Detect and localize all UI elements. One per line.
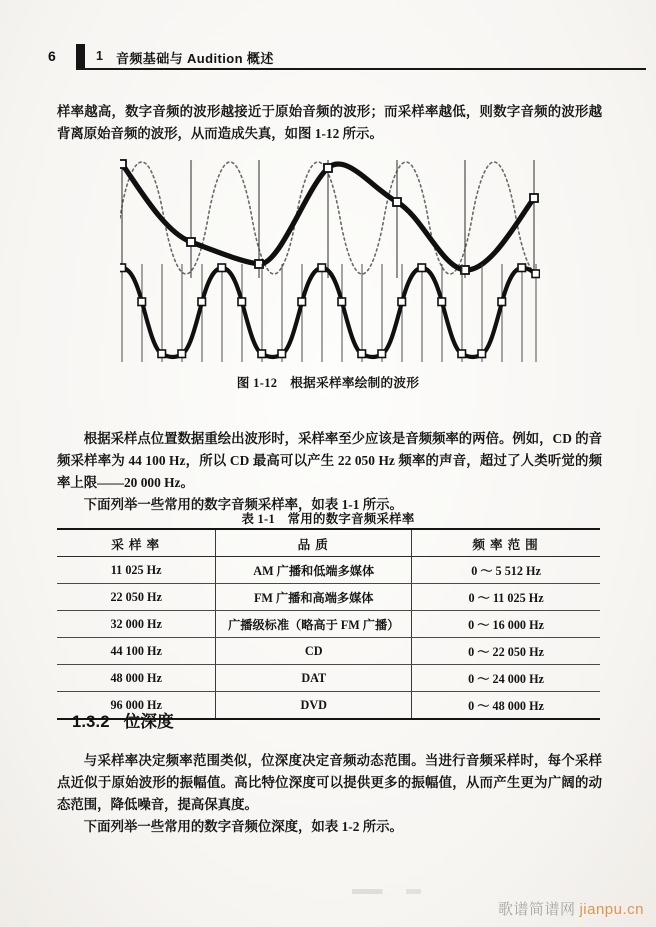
table-row xyxy=(57,584,600,611)
cell-frequency-range: 0 ～ 11 025 Hz xyxy=(412,584,600,611)
chapter-number: 1 xyxy=(96,49,103,63)
cell-quality: CD xyxy=(216,638,412,665)
paragraph-nyquist: 根据采样点位置数据重绘出波形时，采样率至少应该是音频频率的两倍。例如，CD 的音频采样率为 44 100 Hz，所以 CD 最高可以产生 22 050 Hz 频率的声音，超过了人类听觉的频率上限——20 000 Hz。 xyxy=(57,431,602,491)
column-header-frequency-range: 频率范围 xyxy=(412,529,600,557)
table-row xyxy=(57,611,600,638)
table-row xyxy=(57,557,600,584)
cell-frequency-range: 0 ～ 48 000 Hz xyxy=(412,692,600,720)
original-waveform-dotted-top xyxy=(120,162,538,274)
cell-quality: 广播级标准（略高于 FM 广播） xyxy=(216,611,412,638)
figure-caption: 图 1-12 根据采样率绘制的波形 xyxy=(236,376,420,390)
column-header-sample-rate: 采样率 xyxy=(57,529,216,557)
table-row xyxy=(57,665,600,692)
paragraph-list-bit-depths: 下面列举一些常用的数字音频位深度，如表 1-2 所示。 xyxy=(83,819,403,835)
figure-panel-low-sample-rate xyxy=(120,160,538,278)
scan-artifact xyxy=(352,889,448,894)
cell-sample-rate: 44 100 Hz xyxy=(57,638,216,665)
cell-sample-rate: 96 000 Hz xyxy=(57,692,216,720)
figure-panel-high-sample-rate xyxy=(120,264,540,362)
cell-quality: FM 广播和高端多媒体 xyxy=(216,584,412,611)
section-heading xyxy=(72,708,174,732)
section-title: 位深度 xyxy=(123,713,174,731)
header-decoration-bar xyxy=(76,44,85,68)
header-rule xyxy=(76,68,646,70)
column-header-quality: 品质 xyxy=(216,529,412,557)
watermark xyxy=(498,898,644,919)
cell-frequency-range: 0 ～ 22 050 Hz xyxy=(412,638,600,665)
paragraph-list-sample-rates: 下面列举一些常用的数字音频采样率，如表 1-1 所示。 xyxy=(83,497,403,513)
figure-1-12 xyxy=(120,140,540,368)
sample-rate-table xyxy=(57,528,600,720)
chapter-title: 音频基础与 Audition 概述 xyxy=(116,51,274,66)
cell-frequency-range: 0 ～ 16 000 Hz xyxy=(412,611,600,638)
cell-quality: DAT xyxy=(216,665,412,692)
cell-sample-rate: 32 000 Hz xyxy=(57,611,216,638)
cell-sample-rate: 11 025 Hz xyxy=(57,557,216,584)
table-header-row xyxy=(57,529,600,557)
reconstructed-waveform-bottom xyxy=(122,268,536,357)
sampling-lines-bottom xyxy=(122,264,536,362)
paragraph-bit-depth: 与采样率决定频率范围类似，位深度决定音频动态范围。当进行音频采样时，每个采样点近似于原始波形的振幅值。高比特位深度可以提供更多的振幅值，从而产生更为广阔的动态范围，降低噪音，提高保真度。 xyxy=(57,753,602,813)
watermark-site-name: 歌谱简谱网 xyxy=(497,902,576,918)
cell-frequency-range: 0 ～ 5 512 Hz xyxy=(412,557,600,584)
running-header xyxy=(48,44,608,74)
cell-quality: AM 广播和低端多媒体 xyxy=(216,557,412,584)
sample-points-bottom xyxy=(120,264,540,358)
page-number: 6 xyxy=(48,48,56,64)
cell-sample-rate: 22 050 Hz xyxy=(57,584,216,611)
section-number: 1.3.2 xyxy=(72,713,110,731)
table-row xyxy=(57,638,600,665)
cell-quality: DVD xyxy=(216,692,412,720)
paragraph-intro: 样率越高，数字音频的波形越接近于原始音频的波形；而采样率越低，则数字音频的波形越背离原始音频的波形，从而造成失真，如图 1-12 所示。 xyxy=(57,104,602,142)
cell-frequency-range: 0 ～ 24 000 Hz xyxy=(412,665,600,692)
watermark-domain: jianpu.cn xyxy=(579,901,644,918)
table-caption: 表 1-1 常用的数字音频采样率 xyxy=(241,512,415,526)
cell-sample-rate: 48 000 Hz xyxy=(57,665,216,692)
